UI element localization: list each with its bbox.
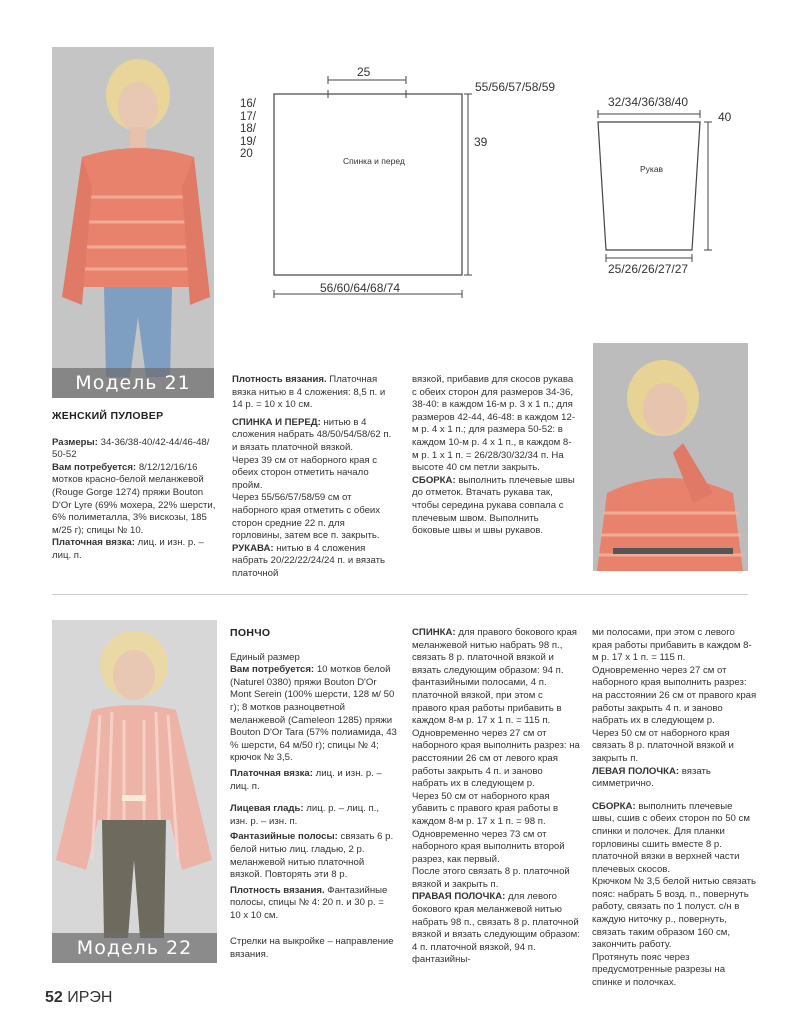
model-22-assembly-2: Крючком № 3,5 белой нитью связать пояс: набрать 5 возд. п., повернуть работу, связать по 1 полуст. с/н в каждую ниточку р., повернуть, связать таким образом 160 см, закончить работу. — [592, 876, 757, 951]
model-21-sleeves — [232, 543, 397, 581]
model-21-back-3: Через 55/56/57/58/59 см от наборного края отметить с обеих сторон средние 22 п. для горловины, затем все п. закрыть. — [232, 492, 381, 542]
model-22-assembly-3: Протянуть пояс через предусмотренные разрезы на спинке и полочках. — [592, 951, 726, 989]
assembly-value: выполнить плечевые швы, сшив с обеих сторон по 50 см спинки и полочек. Для планки горловины сшить вместе 8 р. платочной вязки в верхней части плечевых скосов. — [592, 800, 750, 875]
model-22-size: Единый размер — [230, 651, 300, 663]
right-front-label: ПРАВАЯ ПОЛОЧКА: — [412, 891, 506, 903]
model-21-column-1 — [52, 410, 222, 563]
model-22-title: ПОНЧО — [230, 627, 271, 639]
model-22-column-2 — [412, 627, 580, 967]
model-21-sleeves-cont: вязкой, прибавив для скосов рукава с обеих сторон для размеров 34-36, 38-40: в каждом 16-м р. 3 х 1 п.; для размеров 42-44, 46-48: в каждом 12-м р. 4 х 1 п.; для размера 50-52: в каждом 10-м р. 4 х 1 п., в каждом 8-м р. 1 х 1 п. = 26/28/30/32/34 п. На высоте 40 см петли закрыть. — [412, 374, 576, 474]
body-left-size: 20 — [240, 148, 253, 160]
body-left-size: 19/ — [240, 135, 256, 148]
model-22-column-1 — [230, 627, 397, 962]
model-21-assembly — [412, 475, 577, 538]
assembly-label: СБОРКА: — [412, 474, 456, 486]
body-left-size: 18/ — [240, 123, 256, 135]
model-22-illustration — [52, 620, 217, 963]
back-label: СПИНКА: — [412, 627, 456, 638]
body-top-width-label: 25 — [357, 65, 371, 79]
model-22-col4-c: Через 50 см от наборного края связать 8 р. платочной вязкой и закрыть п. — [592, 727, 734, 764]
materials-label: Вам потребуется: — [52, 461, 137, 473]
model-21-back — [232, 417, 397, 455]
page-number: 52 — [45, 989, 63, 1006]
assembly-value: выполнить плечевые швы до отметок. Втачать рукава так, чтобы середина рукава совпала с плечевым швом. Выполнить боковые швы и швы рукавов. — [412, 474, 575, 537]
assembly-label: СБОРКА: — [592, 800, 636, 812]
model-21-portrait-photo — [593, 343, 748, 571]
page-footer — [45, 989, 112, 1007]
model-21-column-2 — [232, 374, 397, 581]
model-22-back — [412, 627, 580, 728]
body-center-label: Спинка и перед — [343, 156, 405, 166]
materials-value: 10 мотков белой (Naturel 0380) пряжи Bouton D'Or Mont Serein (100% шерсти, 128 м/ 50 г); 8 мотков разноцветной меланжевой (Cameleon 1285) пряжи Bouton D'Or Tara (57% полиамида, 43 % шерсти, 64 м/50 г); спицы № 4; крючок № 3,5. — [230, 664, 397, 764]
model-21-illustration — [52, 47, 214, 398]
model-21-photo — [52, 47, 214, 398]
body-pattern-outline — [274, 94, 462, 275]
face-value: лиц. р. – лиц. п., изн. р. – изн. п. — [230, 803, 380, 827]
left-front-value: вязать симметрично. — [592, 765, 711, 790]
left-front-label: ЛЕВАЯ ПОЛОЧКА: — [592, 765, 680, 777]
model-22-right-front — [412, 891, 580, 967]
model-22-column-3 — [592, 627, 757, 990]
sleeve-center-label: Рукав — [640, 164, 664, 174]
body-left-side-labels — [240, 98, 256, 161]
model-22-back-2: Одновременно через 27 см от наборного края выполнить разрез: на расстоянии 26 см от левого края работы закрыть 4 п. и заново набрать их в следующем р. — [412, 727, 580, 790]
model-22-caption: Модель 22 — [52, 933, 217, 963]
stitch-label: Платочная вязка: — [52, 537, 135, 549]
sleeve-pattern-diagram — [590, 100, 720, 270]
model-22-col4-b: Одновременно через 27 см от наборного края выполнить разрез: на расстоянии 26 см от правого края работы закрыть 4 п. и заново набрать их в следующем р. — [592, 664, 757, 727]
model-22-materials — [230, 664, 397, 765]
model-22-face — [230, 803, 397, 828]
model-22-back-4: После этого связать 8 р. платочной вязкой и закрыть п. — [412, 866, 570, 890]
density-value: Платочная вязка нитью в 4 сложения: 8,5 п. и 14 р. = 10 х 10 см. — [232, 374, 386, 411]
section-divider — [52, 594, 748, 595]
back-front-value: нитью в 4 сложения набрать 48/50/54/58/62 п. и вязать платочной вязкой. — [232, 416, 392, 453]
density-label: Плотность вязания. — [232, 374, 327, 385]
fancy-value: связать 6 р. белой нитью лиц. гладью, 2 р. меланжевой нитью платочной вязкой. Повторять эти 8 р. — [230, 831, 394, 881]
right-front-value: для левого бокового края меланжевой нитью набрать 98 п., связать 8 р. платочной вязкой и вязать следующим образом: 4 п. платочной вязкой, 94 п. фантазийны- — [412, 891, 580, 966]
body-left-size: 17/ — [240, 110, 256, 123]
body-bottom-label: 56/60/64/68/74 — [320, 281, 401, 295]
model-21-stitch — [52, 537, 222, 562]
model-22-left-front — [592, 766, 757, 791]
body-top-right-label: 55/56/57/58/59 — [475, 80, 556, 94]
model-21-column-3 — [412, 374, 577, 538]
model-22-arrows-note: Стрелки на выкройке – направление вязания. — [230, 936, 394, 961]
stitch-value: лиц. и изн. р. – лиц. п. — [52, 537, 204, 561]
back-value: для правого бокового края меланжевой нитью набрать 98 п., связать 8 р. платочной вязкой и вязать следующим образом: 94 п. фантазийными полосами, 4 п. платочной вязкой, при этом с правого края работы прибавить в каждом 8-м р. 17 х 1 п. = 115 п. — [412, 627, 577, 727]
materials-label: Вам потребуется: — [230, 664, 315, 676]
density-label: Плотность вязания. — [230, 884, 325, 896]
sleeve-right-label: 40 — [718, 110, 732, 124]
model-22-assembly — [592, 801, 757, 877]
face-label: Лицевая гладь: — [230, 803, 304, 815]
model-21-portrait-illustration — [593, 343, 748, 571]
sleeves-label: РУКАВА: — [232, 542, 274, 554]
density-value: Фантазийные полосы, спицы № 4: 20 п. и 30 р. = 10 х 10 см. — [230, 884, 388, 921]
model-22-right-front-cont: ми полосами, при этом с левого края работы прибавить в каждом 8-м р. 17 х 1 п. = 115 п. — [592, 627, 752, 664]
sleeve-bottom-label: 25/26/26/27/27 — [608, 262, 689, 276]
model-22-stitch — [230, 768, 397, 793]
materials-value: 8/12/12/16/16 мотков красно-белой меланжевой (Rouge Gorge 1274) пряжи Bouton D'Or Lyre (69% мохера, 22% шерсти, 6% полиметалла, 3% вискозы, 185 м/25 г); спицы № 10. — [52, 461, 216, 536]
model-21-density — [232, 374, 397, 412]
fancy-label: Фантазийные полосы: — [230, 831, 338, 843]
model-21-materials — [52, 462, 222, 538]
sleeves-value: нитью в 4 сложения набрать 20/22/22/24/24 п. и вязать платочной — [232, 542, 385, 579]
sleeve-top-label: 32/34/36/38/40 — [608, 95, 689, 109]
model-22-fancy — [230, 831, 397, 881]
stitch-label: Платочная вязка: — [230, 767, 313, 779]
model-21-back-2: Через 39 см от наборного края с обеих сторон отметить начало пройм. — [232, 454, 378, 491]
back-front-label: СПИНКА И ПЕРЕД: — [232, 416, 321, 428]
model-21-caption: Модель 21 — [52, 368, 214, 398]
body-pattern-diagram — [230, 60, 570, 305]
body-right-side-label: 39 — [474, 135, 488, 149]
stitch-value: лиц. и изн. р. – лиц. п. — [230, 767, 382, 792]
model-22-photo — [52, 620, 217, 963]
sizes-label: Размеры: — [52, 436, 98, 448]
model-22-density — [230, 885, 397, 923]
sleeve-outline — [598, 122, 700, 250]
model-21-title: ЖЕНСКИЙ ПУЛОВЕР — [52, 410, 164, 422]
model-22-back-3: Через 50 см от наборного края убавить с правого края работы в каждом 8-м р. 17 х 1 п. = 98 п. Одновременно через 73 см от наборного края выполнить второй разрез, как первый. — [412, 790, 565, 865]
sizes-value: 34-36/38-40/42-44/46-48/ 50-52 — [52, 436, 210, 461]
magazine-name: ИРЭН — [67, 989, 113, 1006]
body-left-size: 16/ — [240, 98, 256, 110]
model-21-sizes — [52, 437, 222, 462]
